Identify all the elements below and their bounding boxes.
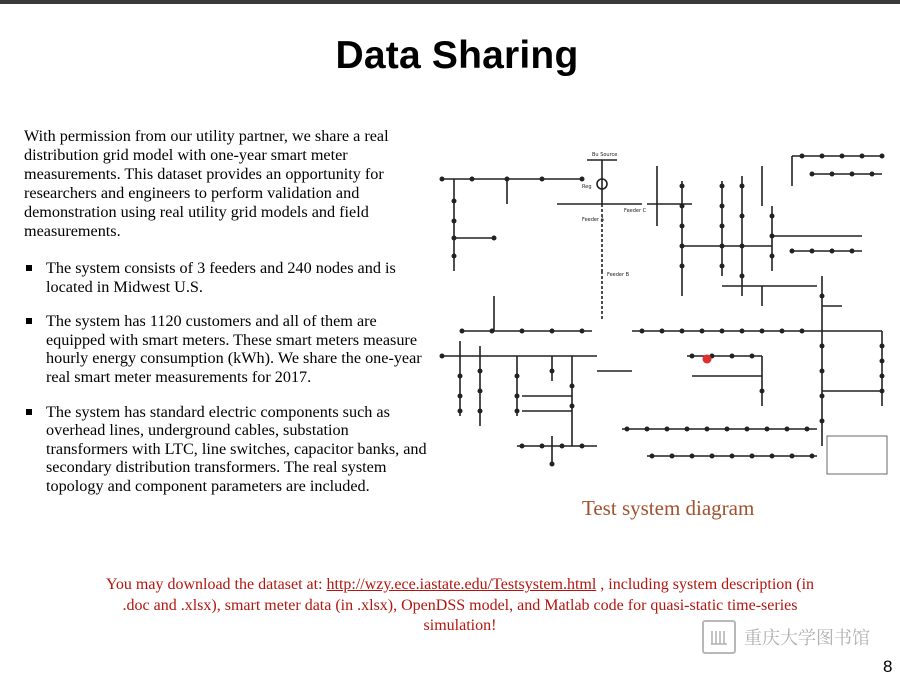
test-system-diagram xyxy=(432,146,892,480)
svg-text:Feeder C: Feeder C xyxy=(624,208,647,214)
bullet-marker xyxy=(26,265,32,271)
page-number: 8 xyxy=(883,657,893,676)
top-border xyxy=(0,0,900,4)
bullet-list xyxy=(24,259,434,512)
dataset-link[interactable]: http://wzy.ece.iastate.edu/Testsystem.html xyxy=(326,576,597,593)
slide-title: Data Sharing xyxy=(335,34,579,77)
svg-text:Bu Source: Bu Source xyxy=(592,152,618,158)
library-watermark xyxy=(702,620,870,654)
bullet-marker xyxy=(26,318,32,324)
bullet-marker xyxy=(26,409,32,415)
bullet-item: The system consists of 3 feeders and 240 nodes and is located in Midwest U.S. xyxy=(24,259,434,296)
svg-text:Feeder A: Feeder A xyxy=(582,217,605,223)
svg-text:Reg: Reg xyxy=(582,184,592,190)
footer-note: You may download the dataset at: http://wzy.ece.iastate.edu/Testsystem.html , including system description (in .doc and .xlsx), smart meter data (in .xlsx), OpenDSS model, and Matlab code for quasi-static time-series simulation! xyxy=(105,576,815,634)
intro-paragraph: With permission from our utility partner, we share a real distribution grid model with one-year smart meter measurements. This dataset provides an opportunity for researchers and engineers to perform validation and demonstration using real utility grid models and field measurements. xyxy=(24,127,389,240)
diagram-caption: Test system diagram xyxy=(582,496,755,520)
watermark-text: 重庆大学图书馆 xyxy=(744,628,870,649)
bullet-item: The system has 1120 customers and all of them are equipped with smart meters. These smart meters measure hourly energy consumption (kWh). We share the one-year real smart meter measurements for 2017. xyxy=(24,312,434,386)
library-logo-icon xyxy=(702,620,736,654)
svg-text:Feeder B: Feeder B xyxy=(607,272,630,278)
bullet-item: The system has standard electric components such as overhead lines, underground cables, substation transformers with LTC, line switches, capacitor banks, and secondary distribution transformers. The real system topology and component parameters are included. xyxy=(24,403,434,496)
